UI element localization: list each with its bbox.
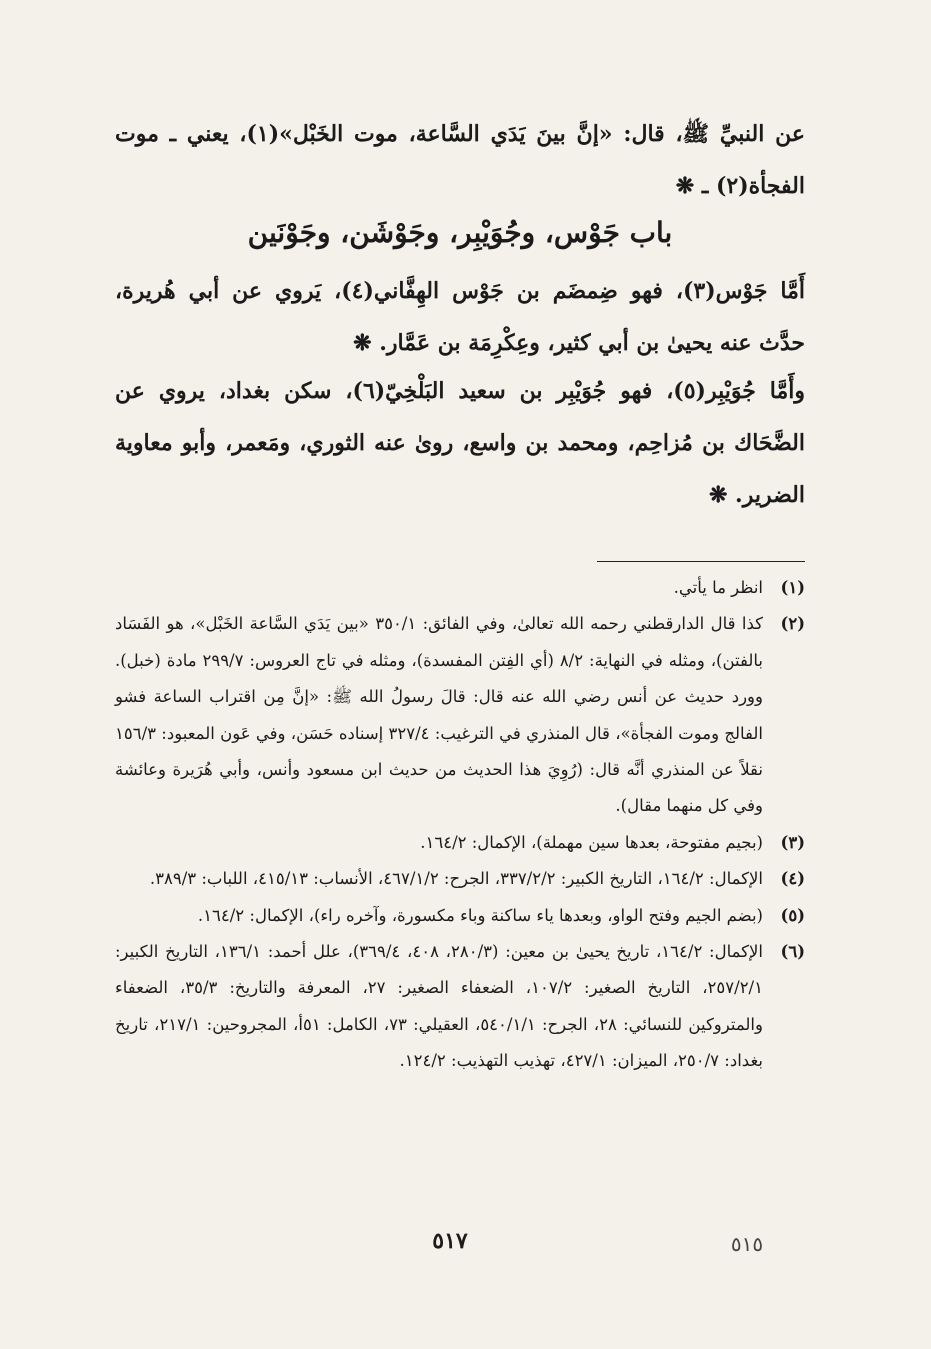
page-number: ٥١٧	[432, 1228, 468, 1254]
footnote-text: انظر ما يأتي.	[673, 578, 763, 597]
footnote-1	[115, 570, 805, 606]
footnote-number: (٣)	[780, 832, 805, 852]
footnote-number: (٦)	[780, 942, 805, 962]
footnote-text: (بجيم مفتوحة، بعدها سين مهملة)، الإكمال: ١٦٤/٢.	[420, 832, 763, 852]
corner-mark: ٥١٥	[730, 1232, 764, 1256]
footnote-number: (٤)	[780, 869, 805, 889]
paragraph-jaws: أَمَّا جَوْس(٣)، فهو ضِمضَم بن جَوْس الهِفَّاني(٤)، يَروي عن أبي هُريرة، حدَّث عنه يحيىٰ بن أبي كثير، وعِكْرِمَة بن عَمَّار. ❋	[115, 278, 805, 356]
footnote-number: (٥)	[780, 905, 805, 925]
footnote-6	[115, 934, 805, 1080]
footnote-text: كذا قال الدارقطني رحمه الله تعالىٰ، وفي الفائق: ٣٥٠/١ «بين يَدَي السَّاعة الخَبْل»، هو الفَسَاد بالفتن)، ومثله في النهاية: ٨/٢ (أي الفِتن المفسدة)، ومثله في تاج العروس: ٢٩٩/٧ مادة (خبل). وورد حديث عن أنس رضي الله عنه قال: قالَ رسولُ الله ﷺ: «إنَّ مِن اقتراب الساعة فشو الفالج وموت الفجأة»، قال المنذري في الترغيب: ٣٢٧/٤ إسناده حَسَن، وفي عَون المعبود: ١٥٦/٣ نقلاً عن المنذري أنَّه قال: (رُوِيَ هذا الحديث من حديث ابن مسعود وأنس، وأبي هُرَيرة وعائشة وفي كل منهما مقال).	[115, 614, 763, 816]
paragraph-juwaybir: وأَمَّا جُوَيْبِر(٥)، فهو جُوَيْبِر بن سعيد البَلْخِيّ(٦)، سكن بغداد، يروي عن الضَّحَاك بن مُزاحِم، ومحمد بن واسع، روىٰ عنه الثوري، ومَعمر، وأبو معاوية الضرير. ❋	[115, 378, 805, 508]
footnote-divider	[597, 561, 805, 562]
opening-paragraph	[115, 108, 805, 212]
footnote-4	[115, 861, 805, 897]
footnote-text: الإكمال: ١٦٤/٢، تاريخ يحيىٰ بن معين: (٢٨٠/٣، ٤٠٨، ٣٦٩/٤)، علل أحمد: ١٣٦/١، التاريخ الكبير: ٢٥٧/٢/١، التاريخ الصغير: ١٠٧/٢، الضعفاء الصغير: ٢٧، المعرفة والتاريخ: ٣٥/٣، الضعفاء والمتروكين للنسائي: ٢٨، الجرح: ٥٤٠/١/١، العقيلي: ٧٣، الكامل: ٥١أ، المجروحين: ٢١٧/١، تاريخ بغداد: ٢٥٠/٧، الميزان: ٤٢٧/١، تهذيب التهذيب: ١٢٤/٢.	[115, 942, 764, 1071]
footnote-2	[115, 606, 805, 824]
footnotes	[115, 570, 805, 1080]
footnote-3	[115, 825, 805, 861]
section-heading: باب جَوْس، وجُوَيْبِر، وجَوْشَن، وجَوْنَين	[247, 216, 673, 249]
footnote-number: (١)	[780, 578, 805, 597]
footnote-text: الإكمال: ١٦٤/٢، التاريخ الكبير: ٣٣٧/٢/٢، الجرح: ٤٦٧/١/٢، الأنساب: ٤١٥/١٣، اللباب: ٣٨٩/٣.	[149, 869, 763, 889]
paragraph-1: عن النبيِّ ﷺ، قال: «إنَّ بينَ يَدَي السَّاعة، موت الخَبْل»(١)، يعني ـ موت الفجأة(٢) ـ ❋	[115, 121, 805, 199]
footnote-5	[115, 898, 805, 934]
footnote-text: (بضم الجيم وفتح الواو، وبعدها ياء ساكنة وباء مكسورة، وآخره راء)، الإكمال: ١٦٤/٢.	[197, 905, 763, 925]
footnote-number: (٢)	[780, 614, 805, 634]
